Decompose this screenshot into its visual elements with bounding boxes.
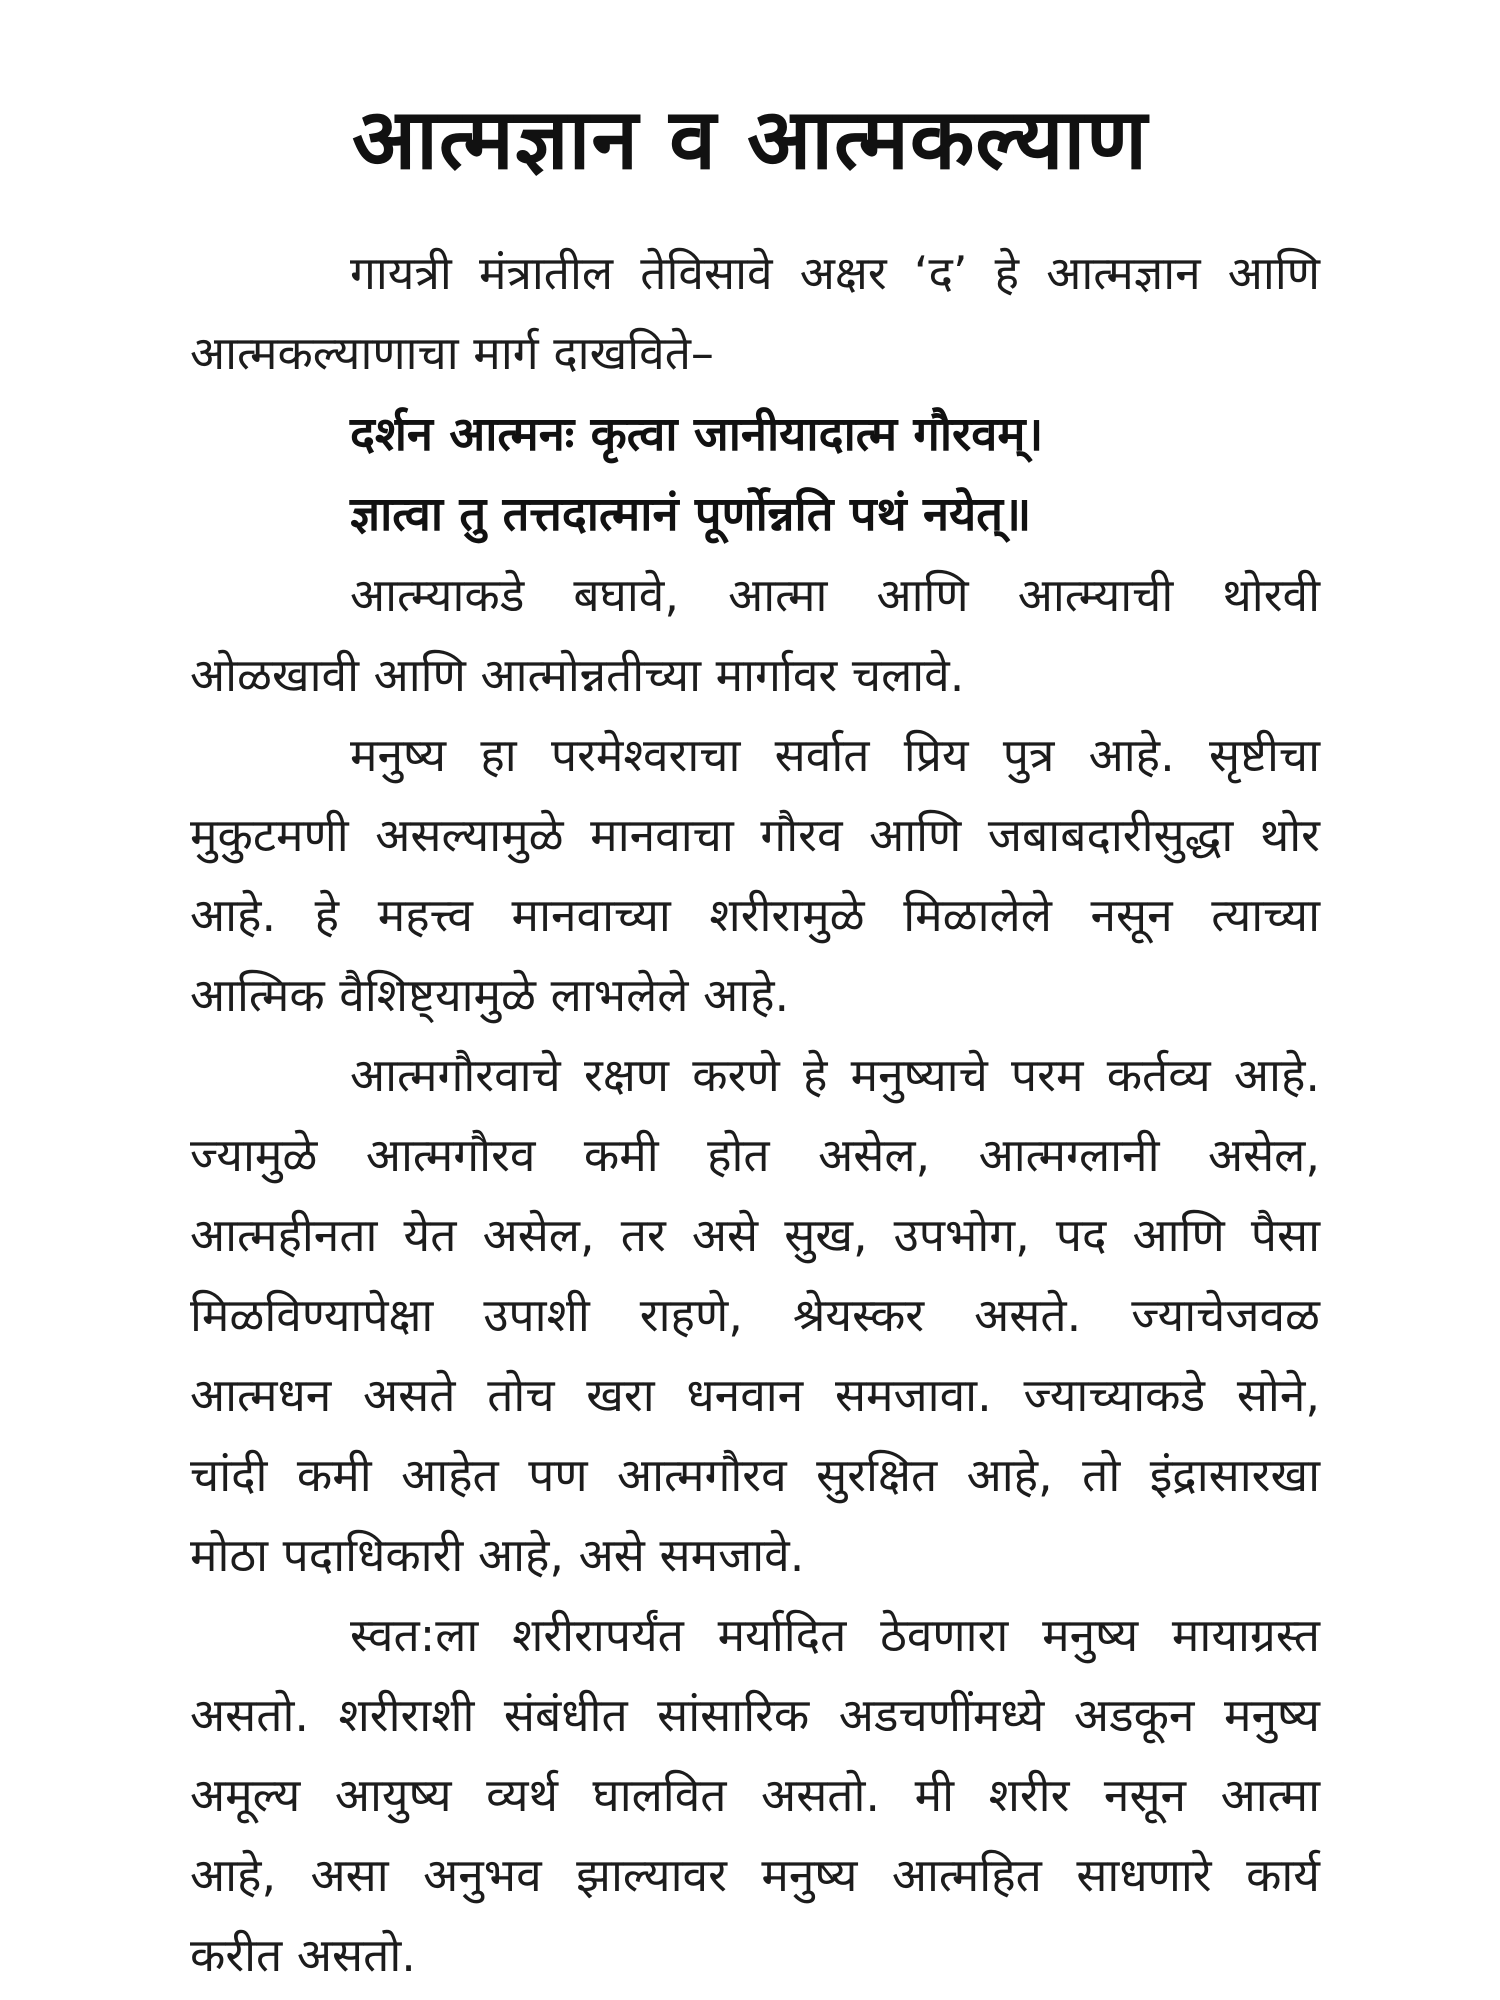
text-line: आत्मधन असते तोच खरा धनवान समजावा. ज्याच्याकडे सोने, <box>190 1368 1320 1422</box>
text-line: गायत्री मंत्रातील तेविसावे अक्षर ‘द’ हे आत्मज्ञान आणि <box>350 246 1320 300</box>
text-line: आहे, असा अनुभव झाल्यावर मनुष्य आत्महित साधणारे कार्य <box>190 1848 1320 1902</box>
text-line: आत्महीनता येत असेल, तर असे सुख, उपभोग, पद आणि पैसा <box>190 1208 1320 1262</box>
verse-line: दर्शन आत्मनः कृत्वा जानीयादात्म गौरवम्। <box>350 407 1044 462</box>
text-line: मोठा पदाधिकारी आहे, असे समजावे. <box>190 1528 805 1582</box>
text-line: चांदी कमी आहेत पण आत्मगौरव सुरक्षित आहे, तो इंद्रासारखा <box>190 1448 1320 1502</box>
text-line: आहे. हे महत्त्व मानवाच्या शरीरामुळे मिळालेले नसून त्याच्या <box>190 888 1320 942</box>
text-line: मुकुटमणी असल्यामुळे मानवाचा गौरव आणि जबाबदारीसुद्धा थोर <box>190 808 1320 862</box>
text-line: आत्मिक वैशिष्ट्यामुळे लाभलेले आहे. <box>190 968 790 1022</box>
text-line: स्वत:ला शरीरापर्यंत मर्यादित ठेवणारा मनुष्य मायाग्रस्त <box>350 1608 1320 1662</box>
text-line: करीत असतो. <box>190 1928 416 1982</box>
text-line: असतो. शरीराशी संबंधीत सांसारिक अडचणींमध्ये अडकून मनुष्य <box>190 1688 1320 1742</box>
text-line: मिळविण्यापेक्षा उपाशी राहणे, श्रेयस्कर असते. ज्याचेजवळ <box>190 1288 1320 1342</box>
text-line: आत्म्याकडे बघावे, आत्मा आणि आत्म्याची थोरवी <box>350 568 1320 622</box>
text-line: अमूल्य आयुष्य व्यर्थ घालवित असतो. मी शरीर नसून आत्मा <box>190 1768 1320 1822</box>
page-title: आत्मज्ञान व आत्मकल्याण <box>352 90 1148 188</box>
text-line: ज्यामुळे आत्मगौरव कमी होत असेल, आत्मग्लानी असेल, <box>190 1128 1320 1182</box>
text-line: ओळखावी आणि आत्मोन्नतीच्या मार्गावर चलावे. <box>190 648 965 702</box>
text-line: मनुष्य हा परमेश्वराचा सर्वात प्रिय पुत्र आहे. सृष्टीचा <box>350 728 1320 782</box>
verse-line: ज्ञात्वा तु तत्तदात्मानं पूर्णोन्नति पथं नयेत्॥ <box>350 487 1032 542</box>
text-line: आत्मकल्याणाचा मार्ग दाखविते– <box>190 326 714 380</box>
text-line: आत्मगौरवाचे रक्षण करणे हे मनुष्याचे परम कर्तव्य आहे. <box>350 1048 1320 1102</box>
